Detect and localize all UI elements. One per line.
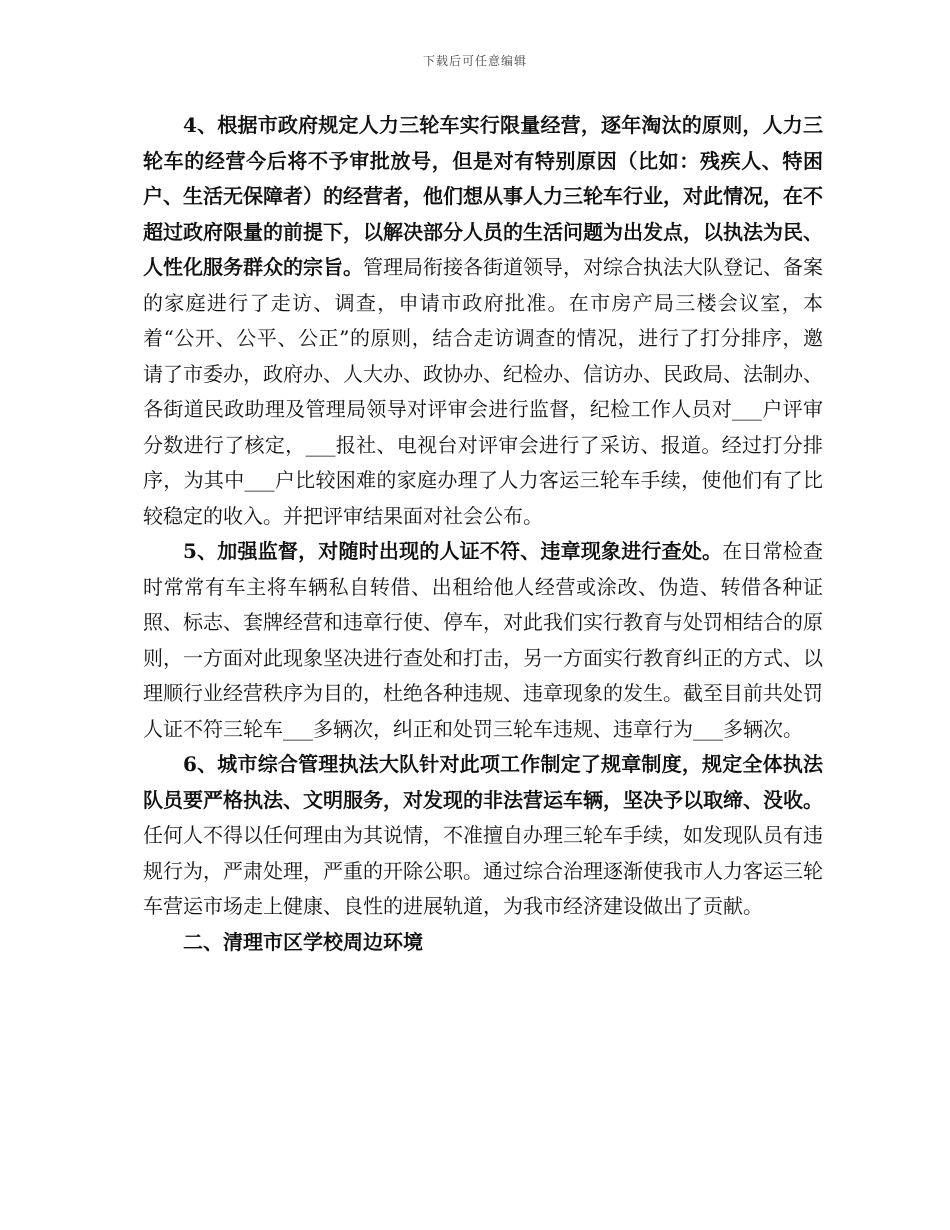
paragraph-6: [143, 747, 823, 925]
paragraph-5-lead: 5、加强监督，对随时出现的人证不符、违章现象进行查处。: [183, 539, 723, 563]
paragraph-5-body: 在日常检查时常常有车主将车辆私自转借、出租给他人经营或涂改、伪造、转借各种证照、标志、套牌经营和违章行使、停车，对此我们实行教育与处罚相结合的原则，一方面对此现象坚决进行查处和打击，另一方面实行教育纠正的方式、以理顺行业经营秩序为目的，杜绝各种违规、违章现象的发生。截至目前共处罚人证不符三轮车___多辆次，纠正和处罚三轮车违规、违章行为___多辆次。: [143, 539, 824, 741]
paragraph-4-lead: 4、根据市政府规定人力三轮车实行限量经营，逐年淘汰的原则，人力三轮车的经营今后将不予审批放号，但是对有特别原因（比如：残疾人、特困户、生活无保障者）的经营者，他们想从事人力三轮车行业，对此情况，在不超过政府限量的前提下，以解决部分人员的生活问题为出发点，以执法为民、人性化服务群众的宗旨。: [143, 113, 823, 279]
paragraph-4: [143, 108, 823, 534]
paragraph-5: [143, 534, 823, 747]
page-header: 下载后可任意编辑: [422, 54, 527, 68]
section-heading: 二、清理市区学校周边环境: [183, 929, 423, 954]
paragraph-6-body: 任何人不得以任何理由为其说情，不准擅自办理三轮车手续，如发现队员有违规行为，严肃处理，严重的开除公职。通过综合治理逐渐使我市人力客运三轮车营运市场走上健康、良性的进展轨道，为我市经济建设做出了贡献。: [143, 823, 823, 918]
paragraph-4-body: 管理局衔接各街道领导，对综合执法大队登记、备案的家庭进行了走访、调查，申请市政府批准。在市房产局三楼会议室，本着“公开、公平、公正”的原则，结合走访调查的情况，进行了打分排序，邀请了市委办，政府办、人大办、政协办、纪检办、信访办、民政局、法制办、各街道民政助理及管理局领导对评审会进行监督，纪检工作人员对___户评审分数进行了核定，___报社、电视台对评审会进行了采访、报道。经过打分排序，为其中___户比较困难的家庭办理了人力客运三轮车手续，使他们有了比较稳定的收入。并把评审结果面对社会公布。: [143, 255, 823, 528]
document-body: [143, 108, 823, 960]
paragraph-6-lead: 6、城市综合管理执法大队针对此项工作制定了规章制度，规定全体执法队员要严格执法、文明服务，对发现的非法营运车辆，坚决予以取缔、没收。: [143, 752, 823, 812]
